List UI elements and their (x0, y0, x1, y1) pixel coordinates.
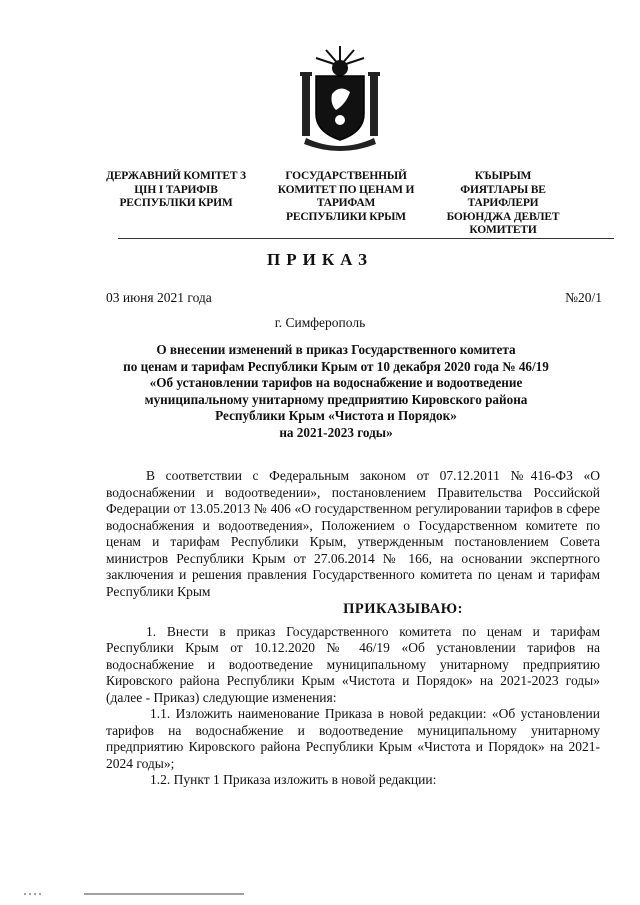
document-number: №20/1 (565, 290, 602, 305)
subject-line: на 2021-2023 годы» (279, 424, 393, 440)
document-title: ПРИКАЗ (267, 250, 373, 269)
org-name-ukrainian: ДЕРЖАВНИЙ КОМІТЕТ З ЦІН І ТАРИФІВ РЕСПУБЛІКИ КРИМ (106, 170, 246, 209)
subject-line: по ценам и тарифам Республики Крым от 10 декабря 2020 года № 46/19 (123, 358, 549, 374)
document-date: 03 июня 2021 года (106, 290, 212, 305)
subject-line: «Об установлении тарифов на водоснабжение и водоотведение (149, 375, 523, 390)
document-city: г. Симферополь (274, 315, 366, 330)
header-divider (118, 238, 614, 239)
preamble-paragraph: В соответствии с Федеральным законом от 07.12.2011 №416-ФЗ «О водоснабжении и водоотведении», постановлением Правительства Российской Федерации от 13.05.2013 № 406 «О государственном регулировании тарифов в сфере водоснабжения и водоотведения», Положением о Государственном комитете по ценам и тарифам Республики Крым, утвержденным постановлением Совета министров Республики Крым от 27.06.2014 № 166, на основании экспертного заключения и решения правления Государственного комитета по ценам и тарифам Республики Крым (106, 468, 600, 599)
clause-1-1: 1.1. Изложить наименование Приказа в новой редакции: «Об установлении тарифов на водоснабжение и водоотведение муниципальному унитарному предприятию Кировского района Республики Крым «Чистота и Порядок» на 2021-2024 годы»; (106, 706, 600, 771)
clause-1: 1. Внести в приказ Государственного комитета по ценам и тарифам Республики Крым от 10.12.2020 № 46/19 «Об установлении тарифов на водоснабжение и водоотведение муниципальному унитарному предприятию Кировского района Республики Крым «Чистота и Порядок» на 2021-2023 годы» (далее - Приказ) следующие изменения: (106, 623, 600, 705)
footer-divider (24, 892, 244, 896)
crimea-coat-of-arms-icon (296, 44, 384, 152)
org-name-crimean-tatar: КЪЫРЫМ ФИЯТЛАРЫ ВЕ ТАРИФЛЕРИ БОЮНДЖА ДЕВЛЕТ КОМИТЕТИ (446, 170, 560, 236)
document-body (106, 468, 600, 789)
subject-line: Республики Крым «Чистота и Порядок» (215, 408, 457, 423)
org-name-russian: ГОСУДАРСТВЕННЫЙ КОМИТЕТ ПО ЦЕНАМ И ТАРИФАМ РЕСПУБЛИКИ КРЫМ (277, 170, 415, 223)
document-subject (96, 342, 576, 441)
orders-heading: ПРИКАЗЫВАЮ: (343, 601, 463, 617)
subject-line: О внесении изменений в приказ Государственного комитета (156, 342, 516, 357)
subject-line: муниципальному унитарному предприятию Кировского района (144, 391, 528, 407)
clause-1-2: 1.2. Пункт 1 Приказа изложить в новой редакции: (150, 772, 437, 787)
